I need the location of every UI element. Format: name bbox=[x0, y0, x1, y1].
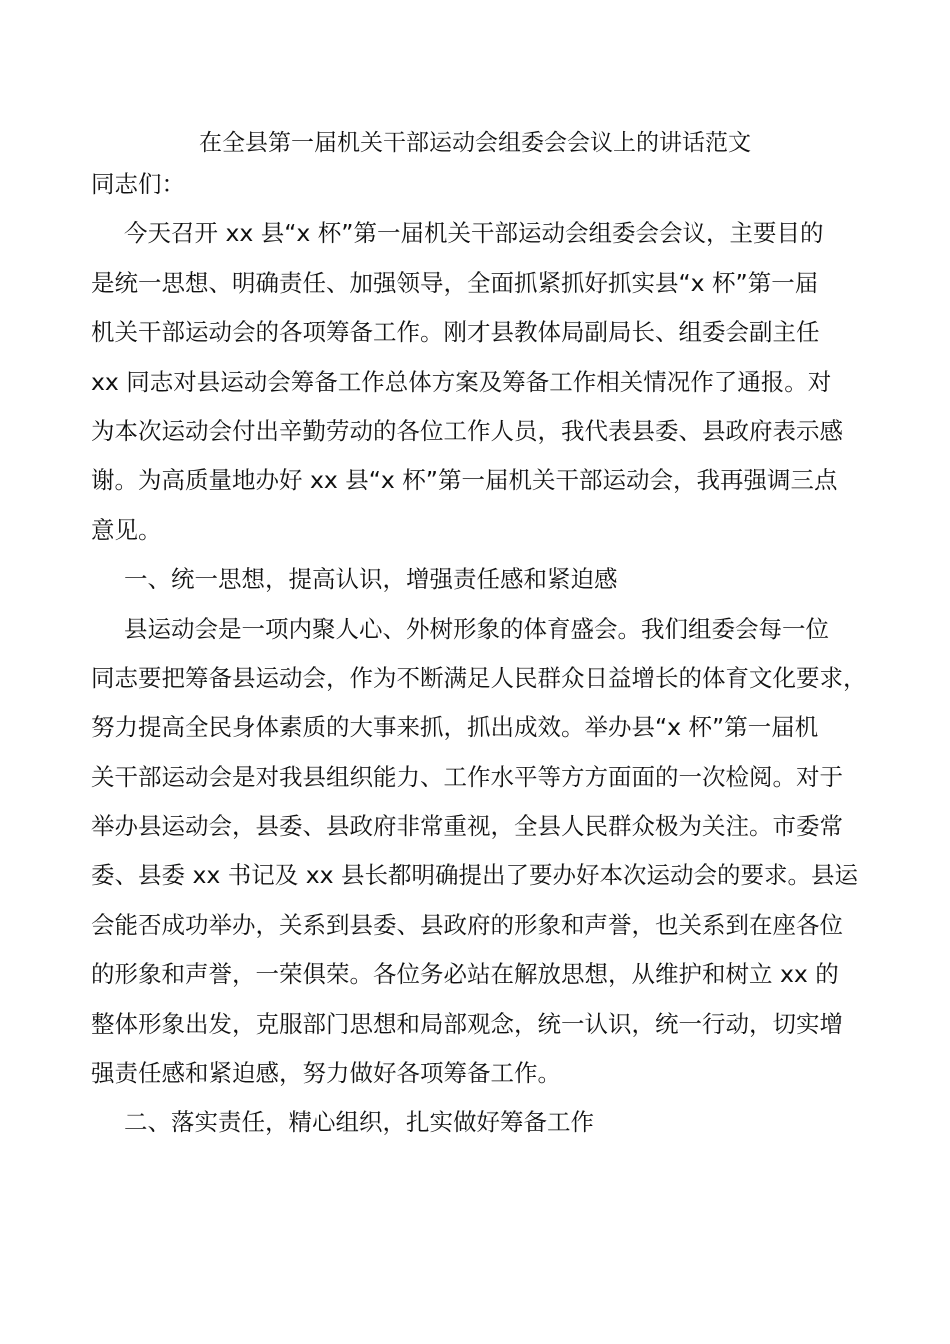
paragraph-line: 举办县运动会，县委、县政府非常重视，全县人民群众极为关注。市委常 bbox=[91, 812, 843, 841]
paragraph-line: 委、县委 xx 书记及 xx 县长都明确提出了要办好本次运动会的要求。县运 bbox=[91, 861, 859, 890]
paragraph-line: 谢。为高质量地办好 xx 县“x 杯”第一届机关干部运动会，我再强调三点 bbox=[91, 466, 838, 495]
document-body bbox=[91, 160, 866, 1148]
document-title: 在全县第一届机关干部运动会组委会会议上的讲话范文 bbox=[199, 130, 751, 156]
paragraph-line: 县运动会是一项内聚人心、外树形象的体育盛会。我们组委会每一位 bbox=[124, 614, 829, 643]
paragraph-line: xx 同志对县运动会筹备工作总体方案及筹备工作相关情况作了通报。对 bbox=[91, 367, 832, 396]
paragraph-line: 会能否成功举办，关系到县委、县政府的形象和声誉，也关系到在座各位 bbox=[91, 910, 843, 939]
section-heading: 二、落实责任，精心组织，扎实做好筹备工作 bbox=[124, 1108, 594, 1137]
paragraph-line: 努力提高全民身体素质的大事来抓，抓出成效。举办县“x 杯”第一届机 bbox=[91, 713, 819, 742]
paragraph-line: 是统一思想、明确责任、加强领导，全面抓紧抓好抓实县“x 杯”第一届 bbox=[91, 268, 819, 297]
paragraph-line: 同志要把筹备县运动会，作为不断满足人民群众日益增长的体育文化要求， bbox=[91, 663, 867, 692]
paragraph-line: 的形象和声誉，一荣俱荣。各位务必站在解放思想，从维护和树立 xx 的 bbox=[91, 960, 839, 989]
paragraph-line: 整体形象出发，克服部门思想和局部观念，统一认识，统一行动，切实增 bbox=[91, 1009, 843, 1038]
paragraph-line: 关干部运动会是对我县组织能力、工作水平等方方面面的一次检阅。对于 bbox=[91, 762, 843, 791]
paragraph-line: 机关干部运动会的各项筹备工作。刚才县教体局副局长、组委会副主任 bbox=[91, 318, 820, 347]
paragraph-line: 为本次运动会付出辛勤劳动的各位工作人员，我代表县委、县政府表示感 bbox=[91, 416, 843, 445]
section-heading: 一、统一思想，提高认识，增强责任感和紧迫感 bbox=[124, 565, 618, 594]
paragraph-line: 今天召开 xx 县“x 杯”第一届机关干部运动会组委会会议，主要目的 bbox=[124, 219, 824, 248]
paragraph-line: 强责任感和紧迫感，努力做好各项筹备工作。 bbox=[91, 1059, 561, 1088]
paragraph-line: 意见。 bbox=[91, 515, 162, 544]
salutation: 同志们： bbox=[91, 170, 185, 198]
